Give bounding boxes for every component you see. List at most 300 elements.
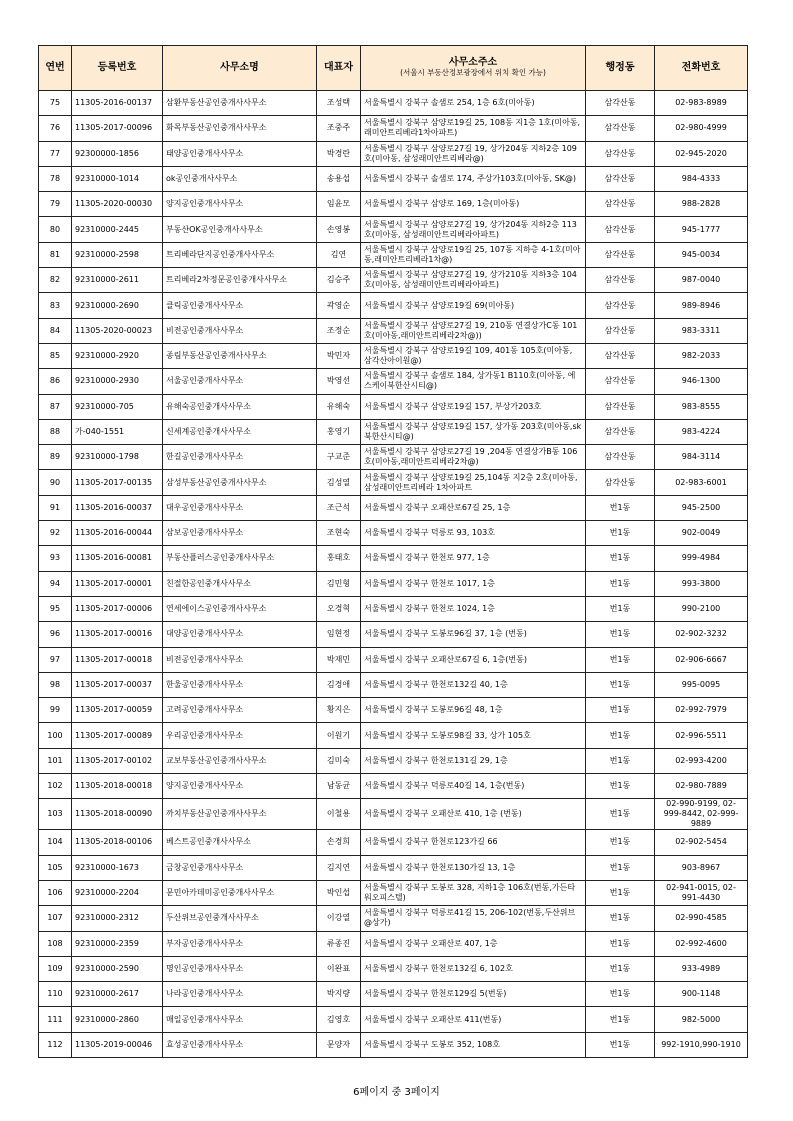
cell-reg: 92310000-2930 — [72, 369, 163, 394]
cell-dong: 삼각산동 — [586, 293, 655, 318]
cell-rep: 조중주 — [317, 116, 361, 141]
cell-reg: 92310000-2598 — [72, 242, 163, 267]
cell-reg: 11305-2018-00106 — [72, 830, 163, 855]
cell-reg: 11305-2017-00001 — [72, 571, 163, 596]
cell-addr: 서울특별시 강북구 한천로123가길 66 — [361, 830, 586, 855]
cell-office: 부동산OK공인중개사사무소 — [163, 217, 317, 242]
cell-office: 서울공인중개사사무소 — [163, 369, 317, 394]
cell-no: 78 — [39, 166, 72, 191]
cell-reg: 92310000-705 — [72, 394, 163, 419]
cell-addr: 서울특별시 강북구 삼양로27길 19, 상가210동 지하3층 104호(미아동, 삼성래미안트리베라아파트) — [361, 268, 586, 293]
cell-office: 유해숙공인중개사사무소 — [163, 394, 317, 419]
cell-dong: 번1동 — [586, 521, 655, 546]
cell-addr: 서울특별시 강북구 도봉로 352, 108호 — [361, 1032, 586, 1057]
cell-tel: 02-983-6001 — [655, 470, 748, 495]
cell-office: 삼보공인중개사사무소 — [163, 521, 317, 546]
cell-reg: 11305-2017-00006 — [72, 596, 163, 621]
cell-office: 연세에이스공인중개사사무소 — [163, 596, 317, 621]
cell-rep: 박경란 — [317, 141, 361, 166]
cell-reg: 92310000-2611 — [72, 268, 163, 293]
cell-dong: 삼각산동 — [586, 242, 655, 267]
table-row — [39, 698, 748, 723]
cell-reg: 92310000-1673 — [72, 855, 163, 880]
cell-dong: 번1동 — [586, 723, 655, 748]
cell-rep: 이원기 — [317, 723, 361, 748]
cell-office: 태양공인중개사사무소 — [163, 141, 317, 166]
cell-rep: 곽영순 — [317, 293, 361, 318]
header-addr-sub: (서울시 부동산정보광장에서 위치 확인 가능) — [400, 68, 546, 77]
header-addr — [361, 46, 586, 91]
cell-rep: 박재민 — [317, 647, 361, 672]
cell-no: 98 — [39, 672, 72, 697]
cell-office: 삼환부동산공인중개사사무소 — [163, 91, 317, 116]
cell-tel: 02-906-6667 — [655, 647, 748, 672]
cell-dong: 번1동 — [586, 830, 655, 855]
cell-reg: 11305-2016-00081 — [72, 546, 163, 571]
cell-no: 93 — [39, 546, 72, 571]
cell-dong: 번1동 — [586, 546, 655, 571]
cell-dong: 번1동 — [586, 1007, 655, 1032]
cell-addr: 서울특별시 강북구 한천로132길 6, 102호 — [361, 956, 586, 981]
cell-reg: 11305-2017-00059 — [72, 698, 163, 723]
cell-no: 104 — [39, 830, 72, 855]
cell-reg: 11305-2017-00018 — [72, 647, 163, 672]
cell-rep: 박지량 — [317, 982, 361, 1007]
cell-dong: 번1동 — [586, 571, 655, 596]
cell-dong: 삼각산동 — [586, 91, 655, 116]
header-rep: 대표자 — [317, 46, 361, 91]
cell-rep: 김지연 — [317, 855, 361, 880]
cell-rep: 홍태호 — [317, 546, 361, 571]
table-row — [39, 242, 748, 267]
cell-rep: 박인섭 — [317, 880, 361, 905]
cell-no: 105 — [39, 855, 72, 880]
table-row — [39, 192, 748, 217]
cell-office: 양지공인중개사사무소 — [163, 192, 317, 217]
cell-dong: 삼각산동 — [586, 470, 655, 495]
table-row — [39, 394, 748, 419]
table-row — [39, 445, 748, 470]
cell-tel: 983-4224 — [655, 419, 748, 444]
cell-rep: 임윤모 — [317, 192, 361, 217]
cell-dong: 번1동 — [586, 880, 655, 905]
cell-tel: 02-992-7979 — [655, 698, 748, 723]
header-office: 사무소명 — [163, 46, 317, 91]
cell-no: 99 — [39, 698, 72, 723]
table-row — [39, 931, 748, 956]
cell-addr: 서울특별시 강북구 오패산로67길 25, 1층 — [361, 495, 586, 520]
cell-office: 매일공인중개사사무소 — [163, 1007, 317, 1032]
cell-reg: 11305-2018-00018 — [72, 774, 163, 799]
cell-no: 86 — [39, 369, 72, 394]
cell-reg: 11305-2017-00089 — [72, 723, 163, 748]
cell-tel: 946-1300 — [655, 369, 748, 394]
cell-tel: 995-0095 — [655, 672, 748, 697]
cell-addr: 서울특별시 강북구 삼양로19길 69(미아동) — [361, 293, 586, 318]
cell-tel: 02-996-5511 — [655, 723, 748, 748]
cell-dong: 삼각산동 — [586, 268, 655, 293]
table-body — [39, 91, 748, 1058]
cell-rep: 김민형 — [317, 571, 361, 596]
cell-dong: 번1동 — [586, 799, 655, 830]
cell-reg: 92310000-2920 — [72, 343, 163, 368]
table-row — [39, 268, 748, 293]
cell-dong: 삼각산동 — [586, 217, 655, 242]
cell-dong: 삼각산동 — [586, 394, 655, 419]
cell-rep: 손경희 — [317, 830, 361, 855]
cell-tel: 984-3114 — [655, 445, 748, 470]
cell-tel: 933-4989 — [655, 956, 748, 981]
cell-tel: 02-990-4585 — [655, 906, 748, 931]
table-row — [39, 217, 748, 242]
cell-dong: 번1동 — [586, 672, 655, 697]
cell-rep: 홍영기 — [317, 419, 361, 444]
cell-no: 80 — [39, 217, 72, 242]
cell-rep: 이강열 — [317, 906, 361, 931]
cell-tel: 02-941-0015, 02-991-4430 — [655, 880, 748, 905]
cell-dong: 번1동 — [586, 596, 655, 621]
table-row — [39, 774, 748, 799]
cell-tel: 903-8967 — [655, 855, 748, 880]
cell-office: 명인공인중개사사무소 — [163, 956, 317, 981]
cell-addr: 서울특별시 강북구 솔샘로 174, 주상가103호(미아동, SK@) — [361, 166, 586, 191]
cell-rep: 박민자 — [317, 343, 361, 368]
cell-dong: 번1동 — [586, 495, 655, 520]
cell-tel: 989-8946 — [655, 293, 748, 318]
cell-tel: 02-993-4200 — [655, 748, 748, 773]
cell-tel: 983-8555 — [655, 394, 748, 419]
cell-rep: 김승주 — [317, 268, 361, 293]
cell-rep: 조현숙 — [317, 521, 361, 546]
cell-office: 한길공인중개사사무소 — [163, 445, 317, 470]
cell-no: 100 — [39, 723, 72, 748]
cell-office: 나라공인중개사사무소 — [163, 982, 317, 1007]
table-row — [39, 647, 748, 672]
cell-no: 91 — [39, 495, 72, 520]
cell-rep: 오경혁 — [317, 596, 361, 621]
cell-reg: 92310000-1014 — [72, 166, 163, 191]
cell-tel: 990-2100 — [655, 596, 748, 621]
cell-rep: 김영호 — [317, 1007, 361, 1032]
cell-dong: 삼각산동 — [586, 141, 655, 166]
cell-dong: 번1동 — [586, 855, 655, 880]
cell-reg: 92310000-2590 — [72, 956, 163, 981]
cell-rep: 김미숙 — [317, 748, 361, 773]
cell-addr: 서울특별시 강북구 삼양로 169, 1층(미아동) — [361, 192, 586, 217]
cell-reg: 11305-2017-00135 — [72, 470, 163, 495]
cell-no: 84 — [39, 318, 72, 343]
cell-dong: 삼각산동 — [586, 343, 655, 368]
cell-office: 트리베라2차정문공인중개사사무소 — [163, 268, 317, 293]
cell-office: 금창공인중개사사무소 — [163, 855, 317, 880]
cell-addr: 서울특별시 강북구 삼양로19길 109, 401동 105호(미아동, 삼각산아이원@) — [361, 343, 586, 368]
cell-no: 101 — [39, 748, 72, 773]
cell-dong: 번1동 — [586, 622, 655, 647]
cell-office: 부자공인중개사사무소 — [163, 931, 317, 956]
cell-addr: 서울특별시 강북구 도봉로98길 33, 상가 105호 — [361, 723, 586, 748]
cell-rep: 황지은 — [317, 698, 361, 723]
table-row — [39, 880, 748, 905]
cell-no: 79 — [39, 192, 72, 217]
cell-dong: 삼각산동 — [586, 318, 655, 343]
cell-tel: 992-1910,990-1910 — [655, 1032, 748, 1057]
cell-addr: 서울특별시 강북구 삼양로27길 19 ,204동 연결상가B동 106호(미아동,래미안트리베라2차@) — [361, 445, 586, 470]
cell-office: 두산위브공인중개사사무소 — [163, 906, 317, 931]
cell-dong: 번1동 — [586, 1032, 655, 1057]
cell-office: 베스트공인중개사사무소 — [163, 830, 317, 855]
cell-tel: 999-4984 — [655, 546, 748, 571]
cell-no: 109 — [39, 956, 72, 981]
cell-tel: 02-902-5454 — [655, 830, 748, 855]
cell-office: 비전공인중개사사무소 — [163, 318, 317, 343]
cell-no: 108 — [39, 931, 72, 956]
table-row — [39, 748, 748, 773]
cell-addr: 서울특별시 강북구 도봉로 328, 지하1층 106호(번동,가든타워오피스텔) — [361, 880, 586, 905]
cell-no: 102 — [39, 774, 72, 799]
cell-tel: 02-980-7889 — [655, 774, 748, 799]
cell-tel: 02-945-2020 — [655, 141, 748, 166]
cell-rep: 김성열 — [317, 470, 361, 495]
table-row — [39, 1007, 748, 1032]
table-row — [39, 166, 748, 191]
brokerage-table — [38, 45, 748, 1058]
cell-no: 97 — [39, 647, 72, 672]
cell-reg: 가-040-1551 — [72, 419, 163, 444]
cell-office: ok공인중개사사무소 — [163, 166, 317, 191]
cell-no: 103 — [39, 799, 72, 830]
cell-tel: 02-992-4600 — [655, 931, 748, 956]
cell-office: 비전공인중개사사무소 — [163, 647, 317, 672]
cell-dong: 번1동 — [586, 647, 655, 672]
cell-office: 양지공인중개사사무소 — [163, 774, 317, 799]
cell-dong: 번1동 — [586, 748, 655, 773]
cell-addr: 서울특별시 강북구 한천로 977, 1층 — [361, 546, 586, 571]
cell-no: 88 — [39, 419, 72, 444]
cell-rep: 구교준 — [317, 445, 361, 470]
cell-dong: 번1동 — [586, 956, 655, 981]
cell-reg: 11305-2017-00102 — [72, 748, 163, 773]
cell-tel: 982-5000 — [655, 1007, 748, 1032]
cell-no: 95 — [39, 596, 72, 621]
cell-addr: 서울특별시 강북구 도봉로96길 37, 1층 (번동) — [361, 622, 586, 647]
table-row — [39, 956, 748, 981]
table-row — [39, 723, 748, 748]
cell-dong: 번1동 — [586, 906, 655, 931]
cell-reg: 11305-2018-00090 — [72, 799, 163, 830]
cell-reg: 11305-2016-00137 — [72, 91, 163, 116]
cell-reg: 92310000-2312 — [72, 906, 163, 931]
cell-dong: 삼각산동 — [586, 419, 655, 444]
cell-reg: 11305-2017-00037 — [72, 672, 163, 697]
cell-no: 107 — [39, 906, 72, 931]
cell-no: 90 — [39, 470, 72, 495]
cell-tel: 02-983-8989 — [655, 91, 748, 116]
table-row — [39, 546, 748, 571]
cell-dong: 삼각산동 — [586, 192, 655, 217]
cell-tel: 945-2500 — [655, 495, 748, 520]
cell-reg: 11305-2017-00096 — [72, 116, 163, 141]
cell-addr: 서울특별시 강북구 덕릉로41길 15, 206-102(번동,두산위브@상가) — [361, 906, 586, 931]
table-row — [39, 141, 748, 166]
cell-rep: 박영선 — [317, 369, 361, 394]
cell-no: 82 — [39, 268, 72, 293]
cell-no: 106 — [39, 880, 72, 905]
cell-addr: 서울특별시 강북구 덕릉로40길 14, 1층(번동) — [361, 774, 586, 799]
cell-addr: 서울특별시 강북구 한천로130가길 13, 1층 — [361, 855, 586, 880]
cell-office: 우리공인중개사사무소 — [163, 723, 317, 748]
table-row — [39, 470, 748, 495]
cell-tel: 945-0034 — [655, 242, 748, 267]
cell-office: 부동산플러스공인중개사사무소 — [163, 546, 317, 571]
header-reg: 등록번호 — [72, 46, 163, 91]
cell-tel: 984-4333 — [655, 166, 748, 191]
cell-no: 87 — [39, 394, 72, 419]
cell-rep: 송용섭 — [317, 166, 361, 191]
table-row — [39, 672, 748, 697]
cell-rep: 김경애 — [317, 672, 361, 697]
cell-dong: 번1동 — [586, 931, 655, 956]
cell-no: 89 — [39, 445, 72, 470]
table-row — [39, 91, 748, 116]
cell-addr: 서울특별시 강북구 한천로131길 29, 1층 — [361, 748, 586, 773]
cell-reg: 92310000-2690 — [72, 293, 163, 318]
cell-tel: 993-3800 — [655, 571, 748, 596]
cell-addr: 서울특별시 강북구 한천로 1017, 1층 — [361, 571, 586, 596]
table-row — [39, 799, 748, 830]
cell-reg: 11305-2017-00016 — [72, 622, 163, 647]
cell-office: 한울공인중개사사무소 — [163, 672, 317, 697]
cell-rep: 김연 — [317, 242, 361, 267]
cell-rep: 조근석 — [317, 495, 361, 520]
table-row — [39, 1032, 748, 1057]
cell-office: 친절한공인중개사사무소 — [163, 571, 317, 596]
table-header-row — [39, 46, 748, 91]
cell-no: 83 — [39, 293, 72, 318]
table-row — [39, 495, 748, 520]
cell-no: 94 — [39, 571, 72, 596]
cell-rep: 손영봉 — [317, 217, 361, 242]
table-row — [39, 855, 748, 880]
cell-rep: 문양자 — [317, 1032, 361, 1057]
cell-addr: 서울특별시 강북구 덕릉로 93, 103호 — [361, 521, 586, 546]
cell-office: 대우공인중개사사무소 — [163, 495, 317, 520]
cell-no: 75 — [39, 91, 72, 116]
cell-dong: 번1동 — [586, 774, 655, 799]
table-row — [39, 906, 748, 931]
cell-reg: 11305-2019-00046 — [72, 1032, 163, 1057]
table-row — [39, 571, 748, 596]
table-row — [39, 596, 748, 621]
cell-rep: 류종진 — [317, 931, 361, 956]
cell-office: 까치부동산공인중개사사무소 — [163, 799, 317, 830]
cell-tel: 987-0040 — [655, 268, 748, 293]
header-dong: 행정동 — [586, 46, 655, 91]
table-row — [39, 622, 748, 647]
cell-addr: 서울특별시 강북구 삼양로27길 19, 상가204동 지하2층 109호(미아동, 삼성래미안트리베라@) — [361, 141, 586, 166]
cell-reg: 92310000-2445 — [72, 217, 163, 242]
cell-office: 교보부동산공인중개사사무소 — [163, 748, 317, 773]
table-row — [39, 116, 748, 141]
cell-addr: 서울특별시 강북구 한천로132길 40, 1층 — [361, 672, 586, 697]
cell-dong: 삼각산동 — [586, 116, 655, 141]
cell-tel: 902-0049 — [655, 521, 748, 546]
cell-addr: 서울특별시 강북구 삼양로27길 19, 210동 연결상가C동 101호(미아동,래미안트리베라2차@)) — [361, 318, 586, 343]
cell-reg: 11305-2016-00044 — [72, 521, 163, 546]
cell-rep: 조성택 — [317, 91, 361, 116]
header-addr-title: 사무소주소 — [448, 57, 498, 68]
cell-addr: 서울특별시 강북구 삼양로19길 25, 108동 지1층 1호(미아동, 래미안트리베라1차아파트) — [361, 116, 586, 141]
cell-tel: 988-2828 — [655, 192, 748, 217]
cell-office: 종림부동산공인중개사사무소 — [163, 343, 317, 368]
cell-no: 85 — [39, 343, 72, 368]
cell-dong: 삼각산동 — [586, 445, 655, 470]
cell-addr: 서울특별시 강북구 오패산로 407, 1층 — [361, 931, 586, 956]
cell-addr: 서울특별시 강북구 오패산로 411(번동) — [361, 1007, 586, 1032]
cell-tel: 982-2033 — [655, 343, 748, 368]
cell-office: 대양공인중개사사무소 — [163, 622, 317, 647]
cell-addr: 서울특별시 강북구 솔샘로 254, 1층 6호(미아동) — [361, 91, 586, 116]
cell-tel: 945-1777 — [655, 217, 748, 242]
table-row — [39, 982, 748, 1007]
cell-no: 81 — [39, 242, 72, 267]
cell-dong: 번1동 — [586, 982, 655, 1007]
cell-addr: 서울특별시 강북구 한천로129길 5(번동) — [361, 982, 586, 1007]
cell-addr: 서울특별시 강북구 삼양로19길 157, 상가동 203호(미아동,sk북한산시티@) — [361, 419, 586, 444]
cell-reg: 92310000-2617 — [72, 982, 163, 1007]
cell-tel: 900-1148 — [655, 982, 748, 1007]
cell-no: 110 — [39, 982, 72, 1007]
cell-reg: 11305-2016-00037 — [72, 495, 163, 520]
cell-rep: 조정순 — [317, 318, 361, 343]
cell-office: 클릭공인중개사사무소 — [163, 293, 317, 318]
cell-office: 화목부동산공인중개사사무소 — [163, 116, 317, 141]
cell-office: 트리베라단지공인중개사사무소 — [163, 242, 317, 267]
cell-dong: 삼각산동 — [586, 369, 655, 394]
cell-rep: 남동균 — [317, 774, 361, 799]
cell-addr: 서울특별시 강북구 솔샘로 184, 상가동1 B110호(미아동, 에스케이북한산시티@) — [361, 369, 586, 394]
cell-office: 삼성부동산공인중개사사무소 — [163, 470, 317, 495]
cell-no: 96 — [39, 622, 72, 647]
cell-tel: 02-980-4999 — [655, 116, 748, 141]
cell-office: 효성공인중개사사무소 — [163, 1032, 317, 1057]
cell-reg: 92310000-2359 — [72, 931, 163, 956]
cell-reg: 92300000-1856 — [72, 141, 163, 166]
cell-tel: 02-990-9199, 02-999-8442, 02-999-9889 — [655, 799, 748, 830]
table-row — [39, 419, 748, 444]
table-row — [39, 318, 748, 343]
cell-dong: 삼각산동 — [586, 166, 655, 191]
cell-no: 76 — [39, 116, 72, 141]
table-row — [39, 830, 748, 855]
cell-no: 111 — [39, 1007, 72, 1032]
cell-office: 고려공인중개사사무소 — [163, 698, 317, 723]
cell-no: 92 — [39, 521, 72, 546]
cell-rep: 이철용 — [317, 799, 361, 830]
cell-addr: 서울특별시 강북구 삼양로19길 25, 107동 지하층 4-1호(미아동,래미안트리베라1차@) — [361, 242, 586, 267]
header-tel: 전화번호 — [655, 46, 748, 91]
cell-rep: 유해숙 — [317, 394, 361, 419]
page-footer: 6페이지 중 3페이지 — [353, 1087, 440, 1098]
header-no: 연번 — [39, 46, 72, 91]
cell-addr: 서울특별시 강북구 오패산로 410, 1층 (번동) — [361, 799, 586, 830]
cell-no: 77 — [39, 141, 72, 166]
cell-reg: 92310000-2860 — [72, 1007, 163, 1032]
cell-addr: 서울특별시 강북구 삼양로27길 19, 상가204동 지하2층 113호(미아동, 삼성래미안트리베라아파트) — [361, 217, 586, 242]
cell-addr: 서울특별시 강북구 도봉로96길 48, 1층 — [361, 698, 586, 723]
cell-reg: 92310000-1798 — [72, 445, 163, 470]
cell-addr: 서울특별시 강북구 한천로 1024, 1층 — [361, 596, 586, 621]
cell-office: 문민아카데미공인중개사사무소 — [163, 880, 317, 905]
